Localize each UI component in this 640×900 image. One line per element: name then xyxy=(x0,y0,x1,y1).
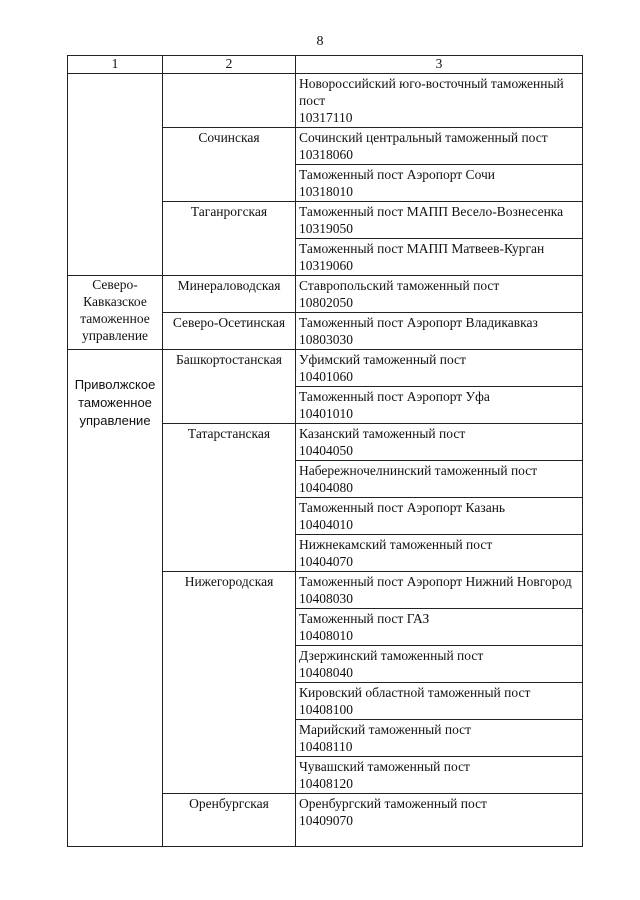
post-cell xyxy=(296,313,583,350)
post-cell xyxy=(296,646,583,683)
region-name-line: управление xyxy=(79,413,151,428)
region-cell xyxy=(68,276,163,350)
customs-name: Северо-Осетинская xyxy=(163,313,296,350)
post-cell xyxy=(296,498,583,535)
page-number: 8 xyxy=(316,34,324,49)
post-name: Таможенный пост МАПП Весело-Вознесенка xyxy=(299,204,564,219)
region-cell xyxy=(68,350,163,847)
post-name: Дзержинский таможенный пост xyxy=(299,648,484,663)
post-name: Нижнекамский таможенный пост xyxy=(299,537,493,552)
post-name: Казанский таможенный пост xyxy=(299,426,466,441)
region-name-line: Северо- xyxy=(92,277,138,292)
customs-name: Татарстанская xyxy=(163,424,296,572)
post-cell xyxy=(296,165,583,202)
post-cell xyxy=(296,128,583,165)
region-name-line: Приволжское xyxy=(74,377,156,392)
post-name: Таможенный пост Аэропорт Владикавказ xyxy=(299,315,538,330)
post-code: 10802050 xyxy=(299,295,353,310)
post-name: Оренбургский таможенный пост xyxy=(299,796,487,811)
post-cell xyxy=(296,239,583,276)
post-name: Таможенный пост Аэропорт Нижний Новгород xyxy=(299,574,572,589)
post-cell xyxy=(296,720,583,757)
table-row xyxy=(68,350,583,387)
post-code: 10318060 xyxy=(299,147,353,162)
post-code: 10408040 xyxy=(299,665,353,680)
customs-name: Нижегородская xyxy=(163,572,296,794)
post-code: 10408100 xyxy=(299,702,353,717)
column-header-3: 3 xyxy=(296,56,583,74)
customs-cell-empty xyxy=(163,74,296,128)
post-name: Новороссийский юго-восточный таможенный пост xyxy=(299,76,564,108)
customs-name: Минераловодская xyxy=(163,276,296,313)
customs-name: Таганрогская xyxy=(163,202,296,276)
post-cell xyxy=(296,757,583,794)
column-header-1: 1 xyxy=(68,56,163,74)
post-cell xyxy=(296,387,583,424)
post-cell xyxy=(296,794,583,847)
post-name: Набережночелнинский таможенный пост xyxy=(299,463,538,478)
post-code: 10408110 xyxy=(299,739,353,754)
region-name-line: управление xyxy=(81,328,149,343)
post-cell xyxy=(296,535,583,572)
post-code: 10401010 xyxy=(299,406,353,421)
customs-name: Сочинская xyxy=(163,128,296,202)
post-code: 10401060 xyxy=(299,369,353,384)
customs-name: Башкортостанская xyxy=(163,350,296,424)
customs-name: Оренбургская xyxy=(163,794,296,847)
post-cell xyxy=(296,461,583,498)
region-cell-continued xyxy=(68,74,163,276)
post-cell xyxy=(296,350,583,387)
table-row xyxy=(68,74,583,128)
column-header-2: 2 xyxy=(163,56,296,74)
table-row xyxy=(68,276,583,313)
post-code: 10404010 xyxy=(299,517,353,532)
post-name: Таможенный пост МАПП Матвеев-Курган xyxy=(299,241,545,256)
post-cell xyxy=(296,609,583,646)
post-cell xyxy=(296,74,583,128)
post-name: Ставропольский таможенный пост xyxy=(299,278,500,293)
post-code: 10318010 xyxy=(299,184,353,199)
region-name-line: таможенное xyxy=(80,311,150,326)
post-cell xyxy=(296,276,583,313)
post-name: Уфимский таможенный пост xyxy=(299,352,466,367)
post-name: Чувашский таможенный пост xyxy=(299,759,470,774)
post-code: 10319060 xyxy=(299,258,353,273)
post-code: 10408030 xyxy=(299,591,353,606)
post-name: Кировский областной таможенный пост xyxy=(299,685,531,700)
post-cell xyxy=(296,572,583,609)
post-cell xyxy=(296,424,583,461)
post-code: 10404080 xyxy=(299,480,353,495)
post-cell xyxy=(296,202,583,239)
post-name: Таможенный пост ГАЗ xyxy=(299,611,430,626)
customs-posts-table xyxy=(67,55,583,847)
post-name: Марийский таможенный пост xyxy=(299,722,472,737)
post-name: Таможенный пост Аэропорт Уфа xyxy=(299,389,490,404)
post-code: 10317110 xyxy=(299,110,353,125)
post-code: 10409070 xyxy=(299,813,353,828)
post-code: 10408010 xyxy=(299,628,353,643)
post-code: 10404050 xyxy=(299,443,353,458)
post-code: 10408120 xyxy=(299,776,353,791)
post-name: Таможенный пост Аэропорт Сочи xyxy=(299,167,495,182)
region-name-line: Кавказское xyxy=(83,294,147,309)
post-code: 10404070 xyxy=(299,554,353,569)
post-name: Таможенный пост Аэропорт Казань xyxy=(299,500,506,515)
post-name: Сочинский центральный таможенный пост xyxy=(299,130,548,145)
post-code: 10803030 xyxy=(299,332,353,347)
region-name-line: таможенное xyxy=(78,395,152,410)
post-code: 10319050 xyxy=(299,221,353,236)
table-header-row xyxy=(68,56,583,74)
post-cell xyxy=(296,683,583,720)
